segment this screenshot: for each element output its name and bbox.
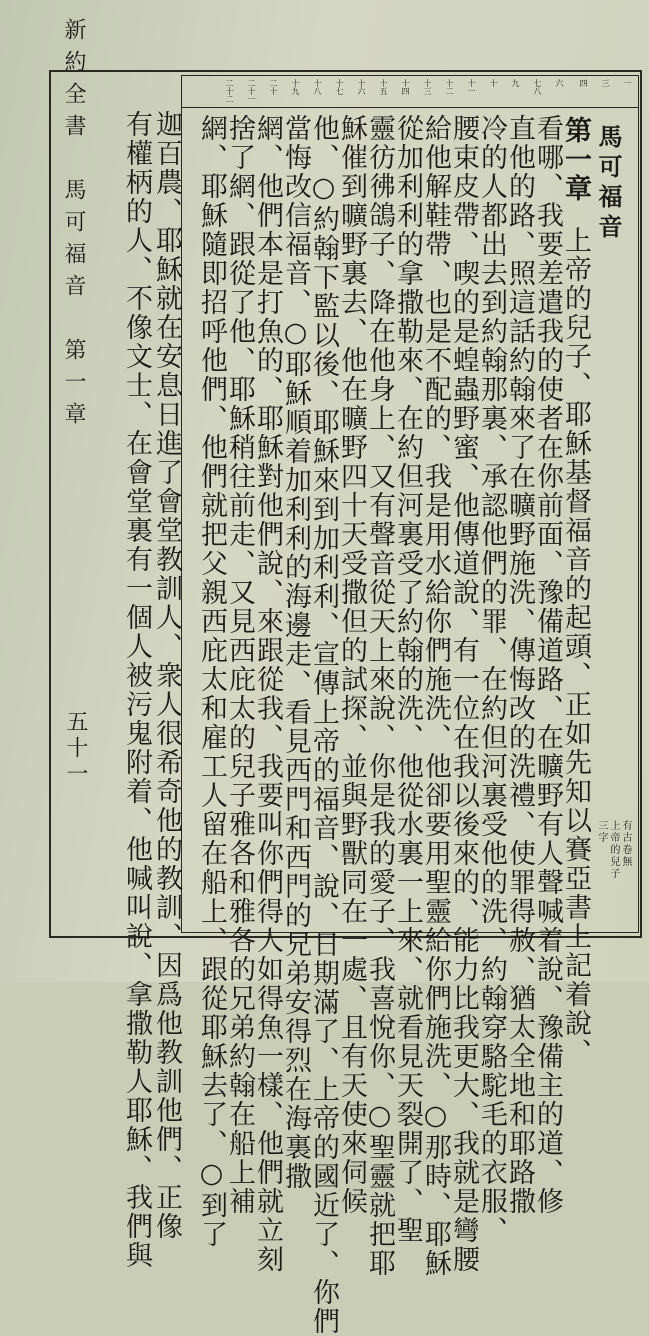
body-line-8: 靈彷彿鴿子、降在他身上、又有聲音從天上來說、你是我的愛子、我喜悅你、○聖靈就把耶 — [364, 114, 395, 1278]
note-number: 二十一 — [247, 79, 256, 103]
side-note: 三字 — [596, 820, 607, 844]
body-line-11: 當悔改信福音、○耶穌順着加利利的海邊走、看見西門和西門的兄弟安得烈在海裏撒 — [280, 114, 311, 1191]
note-number: 十 — [489, 79, 498, 87]
page-frame — [49, 70, 642, 1336]
note-number: 十七 — [335, 79, 344, 95]
note-number: 十六 — [357, 79, 366, 95]
body-line-1: 上帝的兒子、耶穌基督福音的起頭、正如先知以賽亞書上記着說、 — [560, 226, 591, 1067]
body-line-9: 穌催到曠野裏去、他在曠野四十天受撒但的試探、並與野獸同在一處、且有天使來伺候 — [336, 114, 367, 1216]
body-line-7: 從加利利的拿撒勒來、在約但河裏受了約翰的洗、他從水裏一上來、就看見天裂開了、聖 — [392, 114, 423, 1245]
side-note: 有古卷無 — [620, 820, 631, 868]
text-frame — [181, 75, 639, 1336]
note-number: 七八 — [533, 79, 542, 95]
body-line-2: 看哪、我要差遣我的使者在你前面、豫備道路、在曠野有人聲喊着說、豫備主的道、修 — [532, 114, 563, 1216]
body-line-6: 給他解鞋帶、也是不配的、我是用水給你們施洗、他卻要用聖靈給你們施洗、○那時、耶穌 — [420, 114, 451, 1278]
page-number: 五十一 — [63, 710, 88, 788]
body-line-5: 腰束皮帶、喫的是蝗蟲野蜜、他傳道說、有一位在我以後來的、能力比我更大、我就是彎腰 — [448, 114, 479, 1274]
note-number: 九 — [511, 79, 520, 87]
body-line-4: 冷的人都出去到約翰那裏、承認他們的罪、在約但河裏受他的洗、約翰穿駱駝毛的衣服、 — [476, 114, 507, 1245]
body-line-13: 捨了網、跟從了他、耶穌稍往前走、又見西庇太的兒子雅各和雅各的兄弟約翰在船上補 — [224, 114, 255, 1216]
note-number: 十三 — [423, 79, 432, 95]
side-note: 上帝的兒子 — [608, 820, 619, 880]
note-number: 十一 — [467, 79, 476, 95]
body-line-15: 迦百農、耶穌就在安息日進了會堂教訓人、衆人很希奇他的教訓、因爲他教訓他們、正像 — [151, 110, 182, 1241]
note-number: 十二 — [445, 79, 454, 95]
note-number: 十四 — [401, 79, 410, 95]
note-number: 三 — [601, 79, 610, 87]
note-number: 十八 — [313, 79, 322, 95]
body-line-12: 網、他們本是打魚的、耶穌對他們說、來跟從我、我要叫你們得人如得魚一樣、他們就立刻 — [252, 114, 283, 1274]
chapter-heading: 第一章 — [560, 116, 591, 203]
note-number: 四 — [579, 79, 588, 87]
body-line-3: 直他的路、照這話約翰來了在曠野施洗、傳悔改的洗禮、使罪得赦、猶太全地和耶路撒 — [504, 114, 535, 1216]
running-title: 新約全書 馬可福音 第一章 — [61, 18, 86, 434]
note-number: 二十 — [269, 79, 278, 95]
body-line-16: 有權柄的人、不像文士、在會堂裏有一個人被污鬼附着、他喊叫說、拿撒勒人耶穌、我們與 — [121, 110, 152, 1270]
book-title: 馬可福音 — [594, 124, 623, 244]
note-number: 十五 — [379, 79, 388, 95]
body-line-10: 他、○約翰下監以後、耶穌來到加利利、宣傳上帝的福音、說、日期滿了、上帝的國近了、你們 — [308, 114, 339, 1336]
note-number: 一 — [623, 79, 632, 87]
note-number: 六 — [555, 79, 564, 87]
note-number-row — [182, 76, 638, 108]
note-number: 十九 — [291, 79, 300, 95]
body-line-14: 網、耶穌隨即招呼他們、他們就把父親西庇太和雇工人留在船上、跟從耶穌去了、○到了 — [196, 114, 227, 1249]
note-number: 二十二 — [225, 79, 234, 103]
